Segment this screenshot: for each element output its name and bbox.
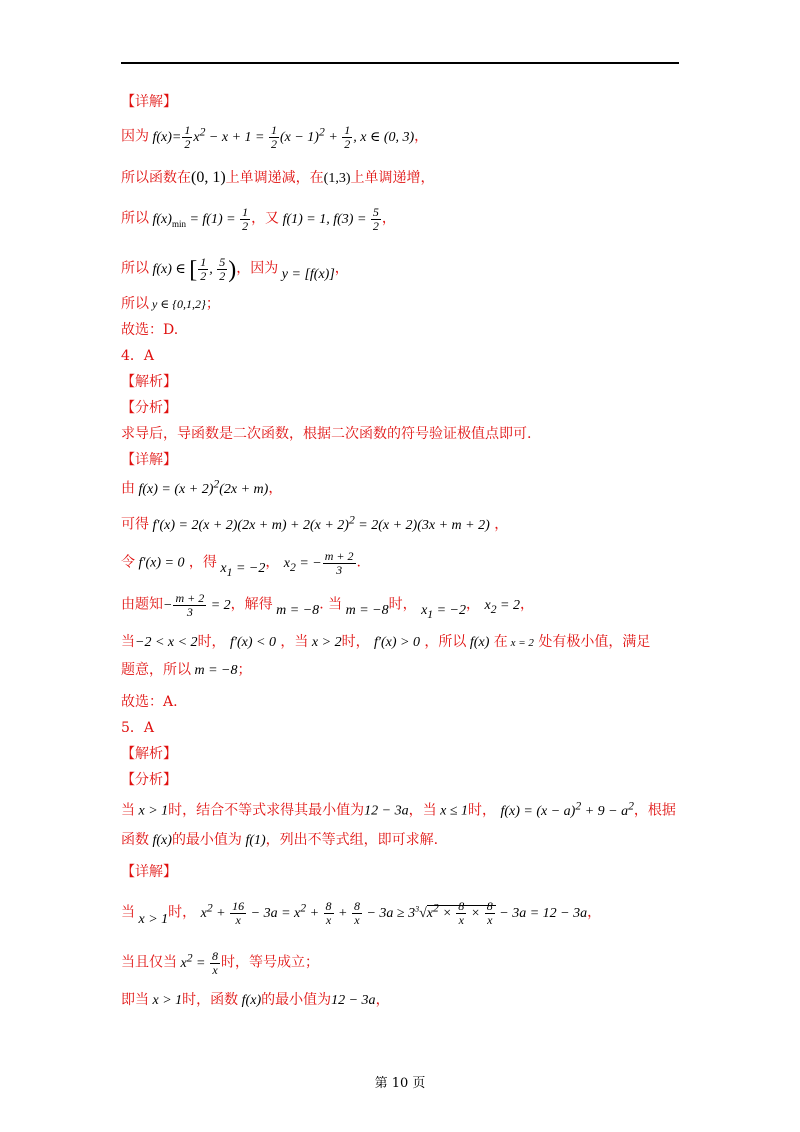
text-line-10: 由题知− $\frac{m + 2}{3}$ = 2，解得 m = −8. 当 m = −8时， $x_1 = -2$， $x_2 = 2$， (121, 591, 534, 621)
text-line-18: 即当 x > 1时，函数 f(x)的最小值为12 − 3a， (121, 992, 390, 1008)
text-line-16: 当 x > 1时， $x^2$ + $\frac{16}{x}$ − $3a = x^2$ + $\frac{8}{x}$ + $\frac{8}{x}$ − $3a \ge 3^3√x^2$ × $\frac{8}{x}$ × $\frac{8}{x}$ − 3a = 12 − 3a， (121, 898, 602, 927)
text-line-analysis-4: 求导后，导函数是二次函数，根据二次函数的符号验证极值点即可. (121, 426, 532, 442)
section-label-detail-4: 【详解】 (121, 452, 177, 468)
section-label-detail-5: 【详解】 (121, 864, 177, 880)
text-line-7: 由 $f(x) = (x + 2)^2(2x + m)$， (121, 477, 283, 497)
text-line-11: 当−2 < x < 2时， f′(x) < 0 ，当 x > 2时， f′(x) > 0 ，所以 f(x) 在 x = 2 处有极小值，满足 (121, 634, 651, 650)
question-number-5: 5．A (121, 720, 155, 736)
text-line-5: 所以 y ∈ {0,1,2}； (121, 296, 220, 312)
text-line-15: 函数 f(x)的最小值为 f(1)，列出不等式组，即可求解. (121, 832, 439, 848)
header-rule (121, 62, 679, 64)
section-label-fenxi: 【分析】 (121, 400, 177, 416)
text-line-12: 题意，所以 m = −8； (121, 662, 252, 678)
text-line-14: 当 x > 1时，结合不等式求得其最小值为12 − 3a，当 x ≤ 1时， $f(x) = (x - a)^2 + 9 - a^2$，根据 (121, 799, 676, 819)
text-line-13: 故选：A. (121, 694, 178, 710)
section-label-detail: 【详解】 (121, 94, 177, 110)
text-line-9: 令 f′(x) = 0 ，得 $x_1 = -2$， $x_2$ = − $\frac{m + 2}{3}$ . (121, 549, 361, 579)
text-line-6: 故选：D. (121, 322, 179, 338)
text-line-17: 当且仅当 $x^2$ = $\frac{8}{x}$ 时，等号成立； (121, 948, 319, 977)
text-line-1: 因为 f(x)= $\frac{1}{2}$ $x^2 - x + 1$ = $\frac{1}{2}$ $(x - 1)^2$ + $\frac{1}{2}$ , x ∈ (0, 3)， (121, 122, 429, 151)
page-footer: 第 10 页 (374, 1076, 426, 1091)
text-line-2: 所以函数在(0, 1)上单调递减，在(1,3)上单调递增， (121, 169, 435, 186)
section-label-analysis-5: 【解析】 (121, 746, 177, 762)
text-line-8: 可得 $f'(x) = 2(x + 2)(2x + m) + 2(x + 2)^2 = 2(x + 2)(3x + m + 2)$ ， (121, 513, 509, 533)
section-label-analysis: 【解析】 (121, 374, 177, 390)
question-number-4: 4．A (121, 348, 155, 364)
section-label-fenxi-5: 【分析】 (121, 772, 177, 788)
text-line-4: 所以 f(x) ∈ [ $\frac{1}{2}$ , $\frac{5}{2}$ )，因为 y = [f(x)]， (121, 255, 349, 283)
text-line-3: 所以 $f(x)_{min} = f(1)$ = $\frac{1}{2}$ ，又 f(1) = 1, f(3) = $\frac{5}{2}$ ， (121, 205, 396, 233)
